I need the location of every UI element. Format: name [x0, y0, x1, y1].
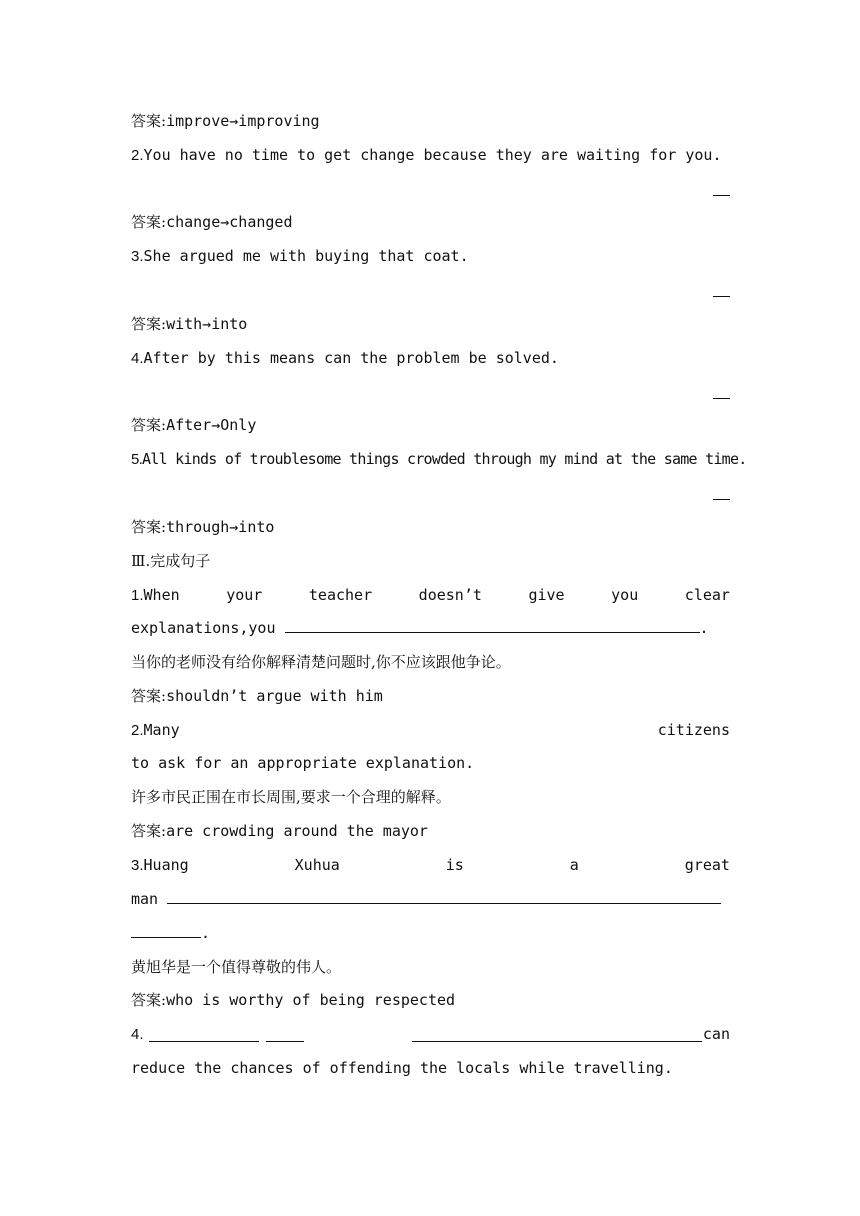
answer-text: shouldn’t argue with him	[166, 687, 383, 705]
answer-text: through→into	[166, 518, 275, 536]
answer-label: 答案:	[131, 991, 167, 1009]
answer-blank-mark	[713, 499, 730, 500]
section-heading: Ⅲ.完成句子	[131, 552, 211, 570]
answer-text: with→into	[166, 315, 248, 333]
sentence-3-line-2	[131, 888, 730, 910]
sentence-word: your	[226, 586, 263, 604]
fill-in-blank[interactable]	[131, 922, 201, 938]
fill-in-blank[interactable]	[285, 617, 700, 633]
answer-label: 答案:	[131, 112, 167, 130]
sentence-word: give	[528, 586, 565, 604]
sentence-word: teacher	[308, 586, 373, 604]
question-number: 4.	[131, 350, 144, 367]
answer-text: After→Only	[166, 416, 257, 434]
sentence-4-line-1	[131, 1023, 730, 1045]
error-correction-question-3	[131, 245, 730, 267]
sentence-2-line-2: to ask for an appropriate explanation.	[131, 754, 475, 772]
sentence-1-line-2	[131, 617, 730, 639]
answer-label: 答案:	[131, 213, 167, 231]
sentence-1-line-1	[131, 584, 730, 606]
question-text: After by this means can the problem be solved.	[143, 349, 559, 367]
sentence-word: Xuhua	[294, 856, 340, 874]
sentence-word: 1.When	[131, 586, 180, 604]
sentence-2-answer	[131, 820, 730, 842]
sentence-3-answer	[131, 989, 730, 1011]
sentence-word: is	[445, 856, 464, 874]
fill-in-blank[interactable]	[266, 1026, 304, 1042]
answer-blank-mark	[713, 296, 730, 297]
answer-label: 答案:	[131, 416, 167, 434]
sentence-2-line-1	[131, 719, 730, 741]
answer-text: change→changed	[166, 213, 293, 231]
question-number: 1.	[131, 587, 144, 604]
question-text: You have no time to get change because they are waiting for you.	[143, 146, 722, 164]
answer-label: 答案:	[131, 315, 167, 333]
sentence-text: can	[702, 1025, 730, 1043]
question-number: 4.	[131, 1026, 144, 1043]
sentence-3-line-1	[131, 854, 730, 876]
sentence-4-line-2: reduce the chances of offending the locals while travelling.	[131, 1059, 673, 1077]
answer-label: 答案:	[131, 822, 167, 840]
answer-text: improve→improving	[166, 112, 320, 130]
answer-3	[131, 313, 730, 335]
answer-blank-mark	[713, 398, 730, 399]
question-text: She argued me with buying that coat.	[143, 247, 469, 265]
error-correction-question-4	[131, 347, 730, 369]
sentence-word: a	[569, 856, 579, 874]
sentence-word: clear	[684, 586, 730, 604]
answer-label: 答案:	[131, 687, 167, 705]
sentence-text: man	[131, 890, 159, 908]
fill-in-blank[interactable]	[149, 1026, 259, 1042]
error-correction-question-2	[131, 144, 730, 166]
answer-label: 答案:	[131, 518, 167, 536]
sentence-end: .	[201, 924, 211, 942]
sentence-2-chinese: 许多市民正围在市长周围,要求一个合理的解释。	[131, 788, 451, 806]
answer-4	[131, 414, 730, 436]
sentence-word: doesn’t	[418, 586, 482, 604]
sentence-1-chinese: 当你的老师没有给你解释清楚问题时,你不应该跟他争论。	[131, 653, 511, 671]
answer-2	[131, 211, 730, 233]
sentence-word: 3.Huang	[131, 856, 189, 874]
answer-text: who is worthy of being respected	[166, 991, 456, 1009]
question-number: 2.	[131, 722, 144, 739]
question-number: 3.	[131, 857, 144, 874]
question-number: 2.	[131, 147, 144, 164]
question-number: 3.	[131, 248, 144, 265]
fill-in-blank[interactable]	[167, 888, 721, 904]
sentence-word: 2.Many	[131, 721, 180, 739]
sentence-word: great	[684, 856, 730, 874]
sentence-text: explanations,you	[131, 619, 276, 637]
sentence-word: citizens	[657, 721, 730, 739]
question-number: 5.	[131, 451, 143, 468]
sentence-1-answer	[131, 685, 730, 707]
error-correction-question-5	[131, 448, 747, 470]
fill-in-blank[interactable]	[412, 1026, 702, 1042]
answer-text: are crowding around the mayor	[166, 822, 428, 840]
sentence-word: you	[611, 586, 639, 604]
sentence-3-line-3	[131, 922, 730, 944]
answer-5	[131, 516, 730, 538]
answer-1	[131, 110, 730, 132]
sentence-3-chinese: 黄旭华是一个值得尊敬的伟人。	[131, 958, 342, 976]
answer-blank-mark	[713, 195, 730, 196]
question-text: All kinds of troublesome things crowded through my mind at the same time.	[142, 450, 747, 468]
sentence-end: .	[699, 619, 709, 637]
